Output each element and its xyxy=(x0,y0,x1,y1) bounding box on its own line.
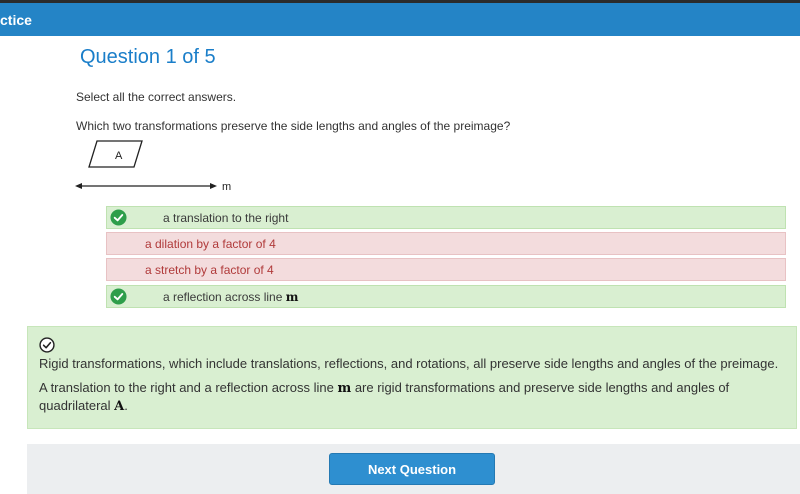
bottom-bar xyxy=(27,444,800,494)
choice-label: a translation to the right xyxy=(163,211,289,225)
choice-stretch[interactable] xyxy=(106,258,786,281)
next-question-button[interactable]: Next Question xyxy=(329,453,495,485)
arrow-right-icon xyxy=(210,183,217,189)
check-circle-icon xyxy=(110,288,127,305)
shape-label: A xyxy=(115,150,123,162)
choice-reflection[interactable] xyxy=(106,285,786,308)
feedback-explanation: Rigid transformations, which include translations, reflections, and rotations, all preserve side lengths and angles of the preimage. xyxy=(39,356,779,371)
instruction-text: Select all the correct answers. xyxy=(76,90,237,104)
top-bar xyxy=(0,0,800,36)
feedback-detail: A translation to the right and a reflection across line m are rigid transformations and preserve side lengths and angles of quadrilateral A. xyxy=(39,380,730,414)
question-prompt: Which two transformations preserve the side lengths and angles of the preimage? xyxy=(76,119,511,133)
arrow-left-icon xyxy=(75,183,82,189)
choice-label: a dilation by a factor of 4 xyxy=(145,237,276,251)
choice-label: a reflection across line m xyxy=(163,290,299,304)
check-circle-outline-icon xyxy=(39,337,55,353)
app-title: ctice xyxy=(0,12,32,28)
geometry-figure xyxy=(72,138,242,198)
choice-label: a stretch by a factor of 4 xyxy=(145,263,274,277)
feedback-panel xyxy=(27,326,797,429)
choice-translation[interactable] xyxy=(106,206,786,229)
choice-dilation[interactable] xyxy=(106,232,786,255)
question-number: Question 1 of 5 xyxy=(80,46,216,68)
check-circle-icon xyxy=(110,209,127,226)
line-label: m xyxy=(222,181,232,193)
